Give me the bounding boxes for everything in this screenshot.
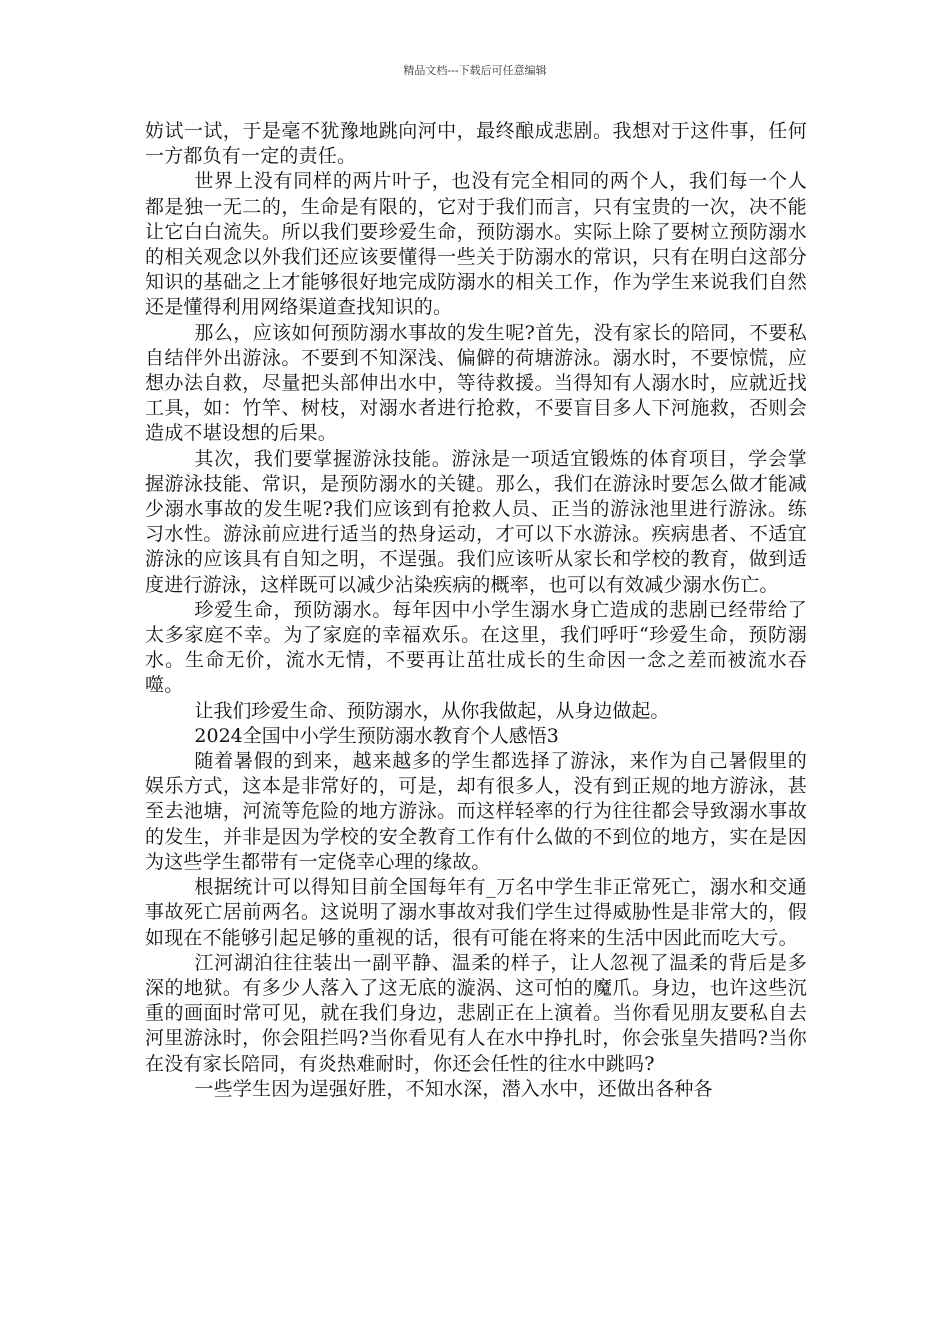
paragraph-statistics: 根据统计可以得知目前全国每年有_万名中学生非正常死亡，溺水和交通事故死亡居前两名。这说明了溺水事故对我们学生过得威胁性是非常大的，假如现在不能够引起足够的重视的话，很有可能在将来的生活中因此而吃大亏。 bbox=[145, 876, 807, 949]
paragraph-swimming-skills: 其次，我们要掌握游泳技能。游泳是一项适宜锻炼的体育项目，学会掌握游泳技能、常识，是预防溺水的关键。那么，我们在游泳时要怎么做才能减少溺水事故的发生呢?我们应该到有抢救人员、正当的游泳池里进行游泳。练习水性。游泳前应进行适当的热身运动，才可以下水游泳。疾病患者、不适宜游泳的应该具有自知之明，不逞强。我们应该听从家长和学校的教育，做到适度进行游泳，这样既可以减少沾染疾病的概率，也可以有效减少溺水伤亡。 bbox=[145, 447, 807, 596]
section-title: 2024全国中小学生预防溺水教育个人感悟3 bbox=[194, 724, 559, 747]
paragraph-continuation: 妨试一试，于是毫不犹豫地跳向河中，最终酿成悲剧。我想对于这件事，任何一方都负有一定的责任。 bbox=[145, 120, 807, 168]
paragraph-summer-swimming: 随着暑假的到来，越来越多的学生都选择了游泳，来作为自己暑假里的娱乐方式，这本是非常好的，可是，却有很多人，没有到正规的地方游泳，甚至去池塘，河流等危险的地方游泳。而这样轻率的行为往往都会导致溺水事故的发生，并非是因为学校的安全教育工作有什么做的不到位的地方，实在是因为这些学生都带有一定侥幸心理的缘故。 bbox=[145, 750, 807, 873]
closing-line: 让我们珍爱生命、预防溺水，从你我做起，从身边做起。 bbox=[194, 699, 670, 722]
paragraph-prevention-methods: 那么，应该如何预防溺水事故的发生呢?首先，没有家长的陪同，不要私自结伴外出游泳。不要到不知深浅、偏僻的荷塘游泳。溺水时，不要惊慌，应想办法自救，尽量把头部伸出水中，等待救援。当得知有人溺水时，应就近找工具，如：竹竿、树枝，对溺水者进行抢救，不要盲目多人下河施救，否则会造成不堪设想的后果。 bbox=[145, 321, 807, 445]
paragraph-cherish-life: 世界上没有同样的两片叶子，也没有完全相同的两个人，我们每一个人都是独一无二的，生命是有限的，它对于我们而言，只有宝贵的一次，决不能让它白白流失。所以我们要珍爱生命，预防溺水。实际上除了要树立预防溺水的相关观念以外我们还应该要懂得一些关于防溺水的常识，只有在明白这部分知识的基础之上才能够很好地完成防溺水的相关工作，作为学生来说我们自然还是懂得利用网络渠道查找知识的。 bbox=[145, 170, 807, 319]
document-body bbox=[145, 119, 807, 1102]
paragraph-call-to-action: 珍爱生命，预防溺水。每年因中小学生溺水身亡造成的悲剧已经带给了太多家庭不幸。为了家庭的幸福欢乐。在这里，我们呼吁“珍爱生命，预防溺水。生命无价，流水无情，不要再让茁壮成长的生命因一念之差而被流水吞噬。 bbox=[145, 598, 807, 697]
page-header: 精品文档---下载后可任意编辑 bbox=[403, 64, 547, 77]
paragraph-truncated: 一些学生因为逞强好胜，不知水深，潜入水中，还做出各种各 bbox=[194, 1077, 713, 1100]
paragraph-rivers-lakes: 江河湖泊往往装出一副平静、温柔的样子，让人忽视了温柔的背后是多深的地狱。有多少人落入了这无底的漩涡、这可怕的魔爪。身边，也许这些沉重的画面时常可见，就在我们身边，悲剧正在上演着。当你看见朋友要私自去河里游泳时，你会阻拦吗?当你看见有人在水中挣扎时，你会张皇失措吗?当你在没有家长陪同，有炎热难耐时，你还会任性的往水中跳吗? bbox=[145, 951, 807, 1075]
